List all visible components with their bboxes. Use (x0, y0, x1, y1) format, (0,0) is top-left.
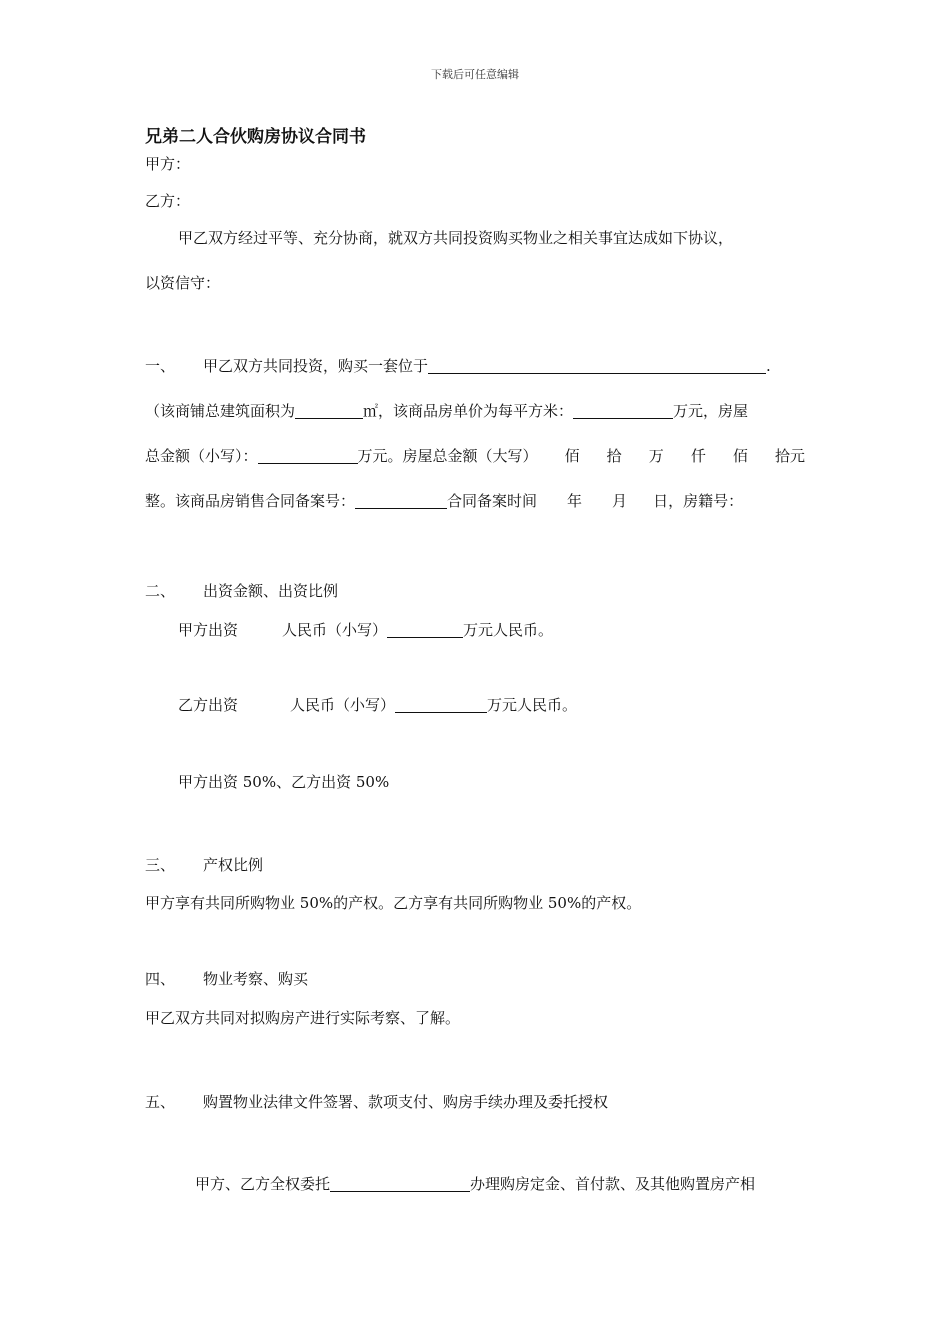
section-4-heading: 四、 物业考察、购买 (145, 970, 309, 988)
party-b-amount-blank[interactable] (395, 696, 487, 713)
contribution-ratio: 甲方出资 50%、乙方出资 50% (178, 773, 390, 791)
party-b-contribution: 乙方出资 人民币（小写） 万元人民币。 (178, 696, 578, 714)
party-a-amount-blank[interactable] (387, 621, 463, 638)
section-1-line-2: （该商铺总建筑面积为 ㎡，该商品房单价为每平方米： 万元，房屋 (145, 402, 749, 420)
intro-paragraph-end: 以资信守： (145, 274, 221, 292)
total-amount-blank[interactable] (258, 447, 358, 464)
area-blank[interactable] (295, 402, 363, 419)
section-2-heading: 二、 出资金额、出资比例 (145, 582, 339, 600)
section-1-line-1 (145, 356, 771, 376)
location-blank[interactable] (428, 357, 766, 374)
period: . (766, 357, 771, 375)
party-a-contribution: 甲方出资 人民币（小写） 万元人民币。 (178, 621, 554, 639)
section-1-number: 一、 (145, 357, 176, 375)
document-title: 兄弟二人合伙购房协议合同书 (145, 127, 366, 147)
party-a-label: 甲方： (145, 155, 191, 173)
section-3-heading: 三、 产权比例 (145, 856, 264, 874)
record-number-blank[interactable] (355, 492, 447, 509)
section-1-line-4: 整。该商品房销售合同备案号： 合同备案时间 年 月 日，房籍号： (145, 492, 744, 510)
agent-blank[interactable] (330, 1175, 470, 1192)
intro-paragraph: 甲乙双方经过平等、充分协商，就双方共同投资购买物业之相关事宜达成如下协议， (178, 229, 734, 247)
section-5-heading: 五、 购置物业法律文件签署、款项支付、购房手续办理及委托授权 (145, 1093, 609, 1111)
party-b-label: 乙方： (145, 192, 191, 210)
header-note: 下载后可任意编辑 (431, 68, 519, 81)
section-3-body: 甲方享有共同所购物业 50%的产权。乙方享有共同所购物业 50%的产权。 (145, 894, 642, 912)
section-4-body: 甲乙双方共同对拟购房产进行实际考察、了解。 (145, 1009, 461, 1027)
unit-price-blank[interactable] (573, 402, 673, 419)
section-5-body: 甲方、乙方全权委托 办理购房定金、首付款、及其他购置房产相 (195, 1175, 756, 1193)
section-1-line-3: 总金额（小写）： 万元。房屋总金额（大写） 佰 拾 万 仟 佰 拾元 (145, 447, 805, 465)
section-1-text: 甲乙双方共同投资，购买一套位于 (203, 357, 429, 375)
